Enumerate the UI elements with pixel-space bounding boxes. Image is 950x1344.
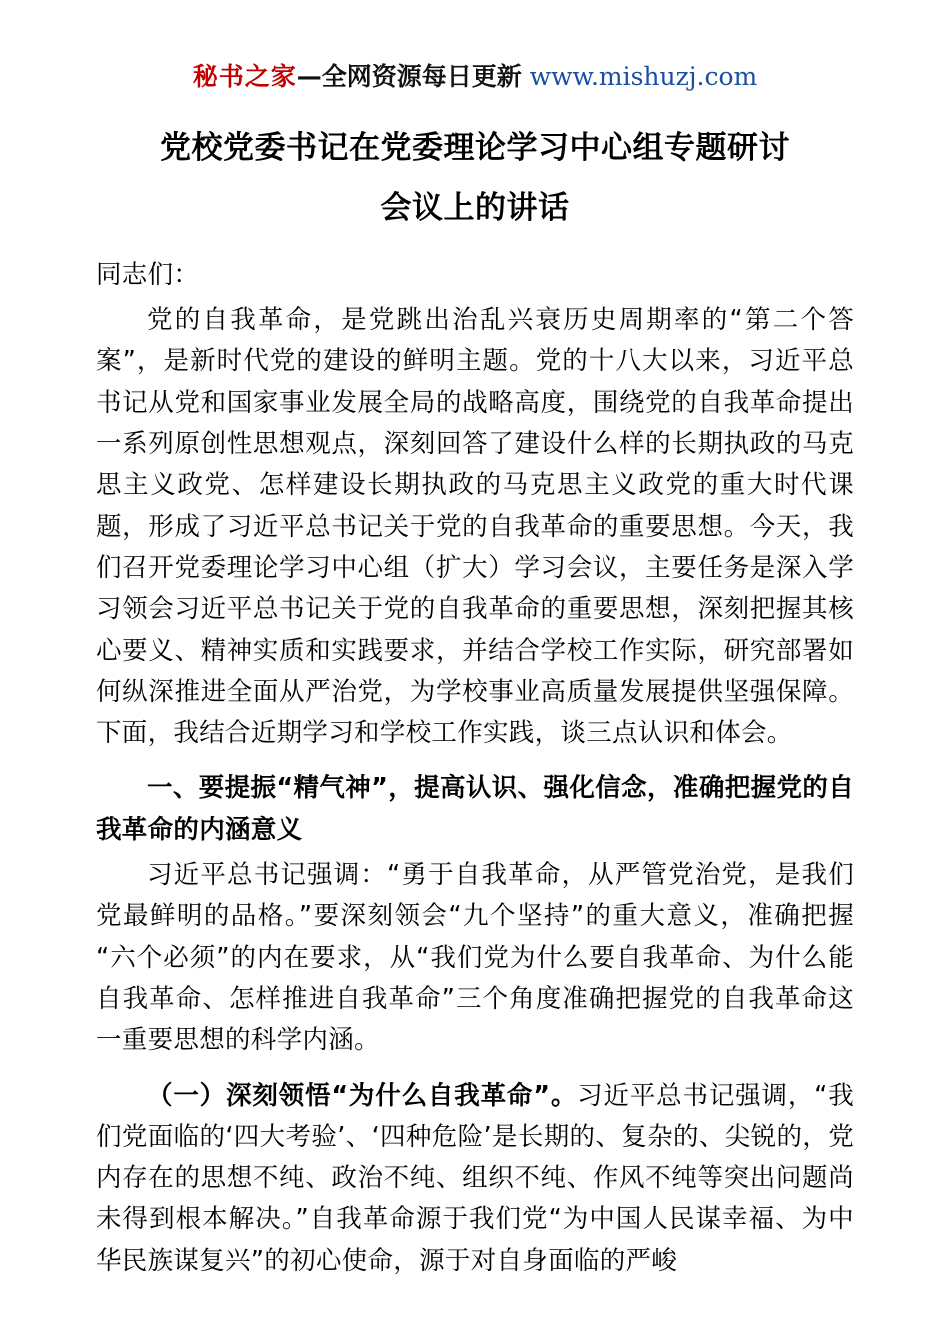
- salutation: 同志们：: [96, 259, 200, 290]
- page-title-line2: 会议上的讲话: [380, 190, 570, 227]
- page-title: [96, 118, 854, 239]
- subsection-1-text: 习近平总书记强调，“我们党面临的‘四大考验’、‘四种危险’是长期的、复杂的、尖锐的，党内存在的思想不纯、政治不纯、组织不纯、作风不纯等突出问题尚未得到根本解决。”自我革命源于我们党“为中国人民谋幸福、为中华民族谋复兴”的初心使命，源于对自身面临的严峻: [96, 1080, 855, 1276]
- site-watermark: [96, 62, 854, 92]
- watermark-tagline: —全网资源每日更新: [296, 62, 522, 91]
- paragraph-section1-body: 习近平总书记强调：“勇于自我革命，从严管党治党，是我们党最鲜明的品格。”要深刻领会“九个坚持”的重大意义，准确把握“六个必须”的内在要求，从“我们党为什么要自我革命、为什么能自我革命、怎样推进自我革命”三个角度准确把握党的自我革命这一重要思想的科学内涵。: [96, 860, 854, 1056]
- watermark-url: www.mishuzj.com: [529, 62, 758, 91]
- watermark-brand: 秘书之家: [192, 62, 297, 91]
- subsection-1-label: （一）深刻领悟“为什么自我革命”。: [147, 1080, 578, 1111]
- paragraph-intro: 党的自我革命，是党跳出治乱兴衰历史周期率的“第二个答案”，是新时代党的建设的鲜明主题。党的十八大以来，习近平总书记从党和国家事业发展全局的战略高度，围绕党的自我革命提出一系列原创性思想观点，深刻回答了建设什么样的长期执政的马克思主义政党、怎样建设长期执政的马克思主义政党的重大时代课题，形成了习近平总书记关于党的自我革命的重要思想。今天，我们召开党委理论学习中心组（扩大）学习会议，主要任务是深入学习领会习近平总书记关于党的自我革命的重要思想，深刻把握其核心要义、精神实质和实践要求，并结合学校工作实际，研究部署如何纵深推进全面从严治党，为学校事业高质量发展提供坚强保障。下面，我结合近期学习和学校工作实践，谈三点认识和体会。: [96, 305, 854, 749]
- subsection-1: [96, 1076, 854, 1282]
- section-heading-1: 一、要提振“精气神”，提高认识、强化信念，准确把握党的自我革命的内涵意义: [96, 773, 854, 845]
- page-title-line1: 党校党委书记在党委理论学习中心组专题研讨: [160, 130, 790, 166]
